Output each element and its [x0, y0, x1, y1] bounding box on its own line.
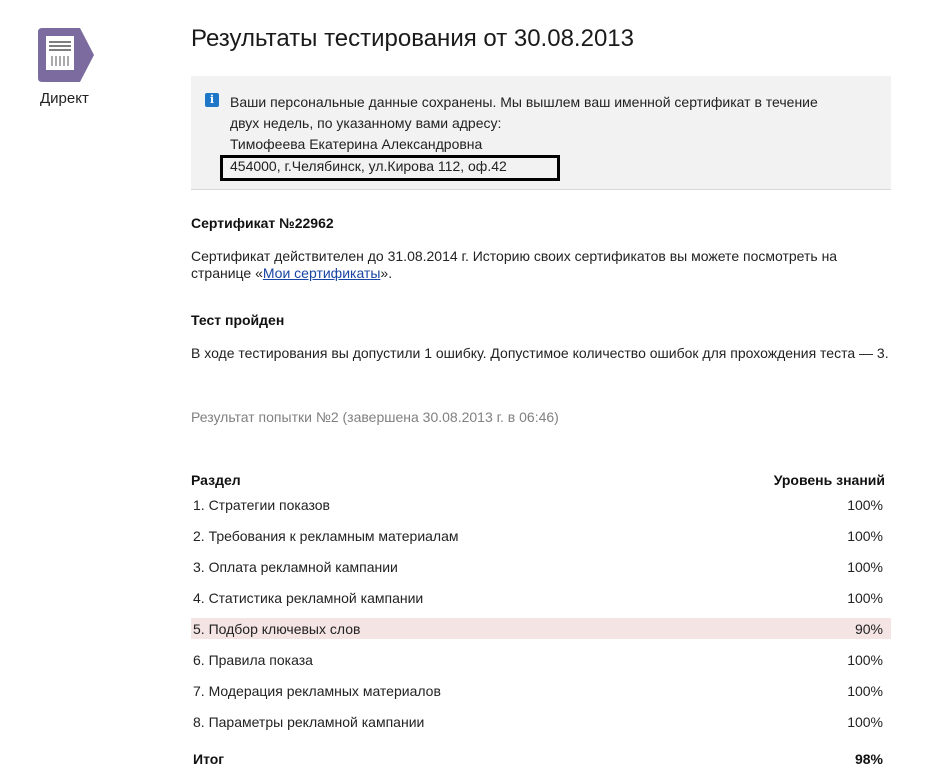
- knowledge-level: 100%: [847, 589, 883, 606]
- table-row: [191, 494, 891, 515]
- section-name: 6. Правила показа: [193, 651, 313, 668]
- notice-line-1: Ваши персональные данные сохранены. Мы вышлем ваш именной сертификат в течение: [230, 94, 818, 110]
- knowledge-level: 100%: [847, 682, 883, 699]
- section-name: 3. Оплата рекламной кампании: [193, 558, 398, 575]
- total-label: Итог: [193, 750, 225, 767]
- section-name: 7. Модерация рекламных материалов: [193, 682, 441, 699]
- certificate-text: [191, 248, 891, 282]
- results-header: [191, 466, 891, 494]
- table-row: [191, 556, 891, 577]
- knowledge-level: 100%: [847, 651, 883, 668]
- my-certificates-link[interactable]: Мои сертификаты: [262, 265, 381, 281]
- table-row: [191, 649, 891, 670]
- column-section: Раздел: [191, 472, 241, 488]
- notice-line-2: двух недель, по указанному вами адресу:: [230, 115, 502, 131]
- results-table: [191, 466, 891, 769]
- info-icon: i: [205, 93, 219, 107]
- attempt-info: Результат попытки №2 (завершена 30.08.2013 г. в 06:46): [191, 409, 559, 425]
- address-highlight-frame: [220, 155, 560, 181]
- certificate-text-after: ».: [380, 265, 393, 281]
- knowledge-level: 100%: [847, 527, 883, 544]
- table-row: [191, 711, 891, 732]
- table-row: [191, 680, 891, 701]
- page-title: Результаты тестирования от 30.08.2013: [191, 25, 634, 52]
- test-passed-heading: Тест пройден: [191, 312, 285, 328]
- table-row: [191, 587, 891, 608]
- section-name: 1. Стратегии показов: [193, 496, 330, 513]
- knowledge-level: 90%: [854, 620, 883, 637]
- results-rows: [191, 494, 891, 732]
- certificate-heading: Сертификат №22962: [191, 215, 334, 231]
- knowledge-level: 100%: [847, 496, 883, 513]
- recipient-name: Тимофеева Екатерина Александровна: [230, 136, 483, 152]
- saved-data-notice: [191, 76, 891, 190]
- logo-label[interactable]: Директ: [40, 90, 89, 107]
- section-name: 5. Подбор ключевых слов: [193, 620, 361, 637]
- total-value: 98%: [854, 750, 883, 767]
- knowledge-level: 100%: [847, 713, 883, 730]
- recipient-address: 454000, г.Челябинск, ул.Кирова 112, оф.42: [230, 158, 507, 174]
- table-row: [191, 618, 891, 639]
- section-name: 8. Параметры рекламной кампании: [193, 713, 425, 730]
- notice-text: [230, 92, 870, 155]
- column-knowledge-level: Уровень знаний: [773, 472, 885, 488]
- table-row: [191, 525, 891, 546]
- section-name: 4. Статистика рекламной кампании: [193, 589, 424, 606]
- test-result-text: В ходе тестирования вы допустили 1 ошибку. Допустимое количество ошибок для прохождения теста — 3.: [191, 345, 889, 361]
- knowledge-level: 100%: [847, 558, 883, 575]
- certificate-text-before: Сертификат действителен до 31.08.2014 г. Историю своих сертификатов вы можете посмотреть на странице «: [191, 248, 838, 281]
- results-total-row: [191, 748, 891, 769]
- section-name: 2. Требования к рекламным материалам: [193, 527, 459, 544]
- direct-logo-icon[interactable]: [36, 26, 96, 84]
